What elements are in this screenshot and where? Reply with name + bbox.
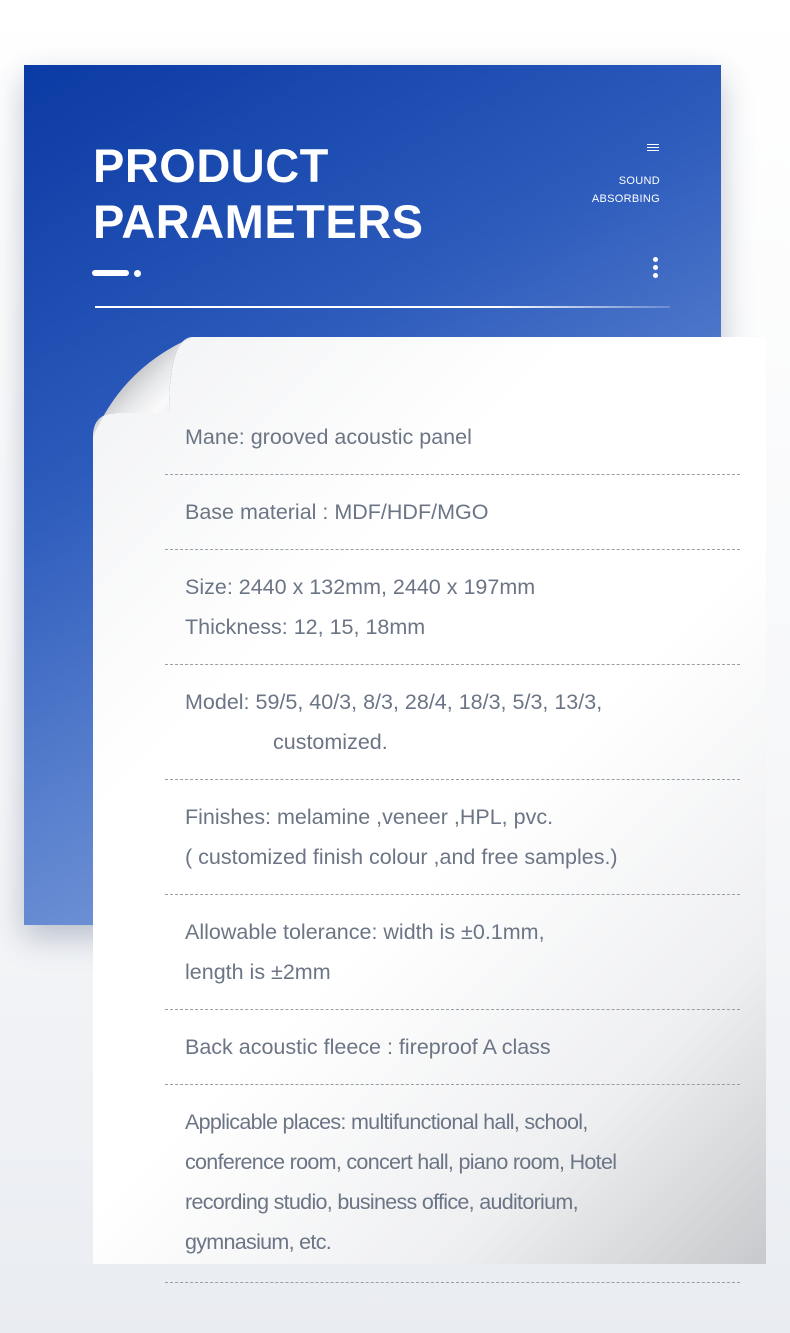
param-fleece bbox=[165, 1010, 740, 1085]
param-finishes-text-2: ( customized finish colour ,and free samples.) bbox=[185, 845, 618, 869]
param-places-text: Applicable places: multifunctional hall, school, bbox=[185, 1110, 588, 1134]
param-model-text: Model: 59/5, 40/3, 8/3, 28/4, 18/3, 5/3, 13/3, bbox=[185, 690, 603, 714]
param-finishes-text: Finishes: melamine ,veneer ,HPL, pvc. bbox=[185, 805, 554, 829]
param-thickness-text: Thickness: 12, 15, 18mm bbox=[185, 615, 426, 639]
param-model-text-2: customized. bbox=[273, 730, 388, 754]
decorative-pill bbox=[92, 270, 129, 276]
vertical-dots-icon bbox=[653, 257, 658, 281]
param-places-text-3: recording studio, business office, auditorium, bbox=[185, 1190, 578, 1214]
page-title-line-2: PARAMETERS bbox=[93, 195, 424, 248]
decorative-dot bbox=[134, 270, 141, 277]
page-title-line-1: PRODUCT bbox=[93, 139, 329, 192]
param-base-material-text: Base material : MDF/HDF/MGO bbox=[185, 500, 489, 524]
param-tolerance-text-2: length is ±2mm bbox=[185, 960, 331, 984]
header-divider bbox=[95, 306, 670, 308]
parameters-list bbox=[165, 400, 740, 1283]
param-base-material bbox=[165, 475, 740, 550]
param-tolerance bbox=[165, 895, 740, 1010]
param-name-text: Mane: grooved acoustic panel bbox=[185, 425, 472, 449]
param-places-text-4: gymnasium, etc. bbox=[185, 1230, 332, 1254]
hamburger-icon bbox=[647, 144, 659, 153]
param-model bbox=[165, 665, 740, 780]
param-size bbox=[165, 550, 740, 665]
sound-absorbing-label bbox=[592, 172, 660, 208]
sound-label-line-2: ABSORBING bbox=[591, 193, 660, 205]
param-size-text: Size: 2440 x 132mm, 2440 x 197mm bbox=[185, 575, 536, 599]
page-title bbox=[93, 138, 424, 250]
param-applicable-places bbox=[165, 1085, 740, 1283]
param-name bbox=[165, 400, 740, 475]
sound-label-line-1: SOUND bbox=[618, 175, 660, 187]
param-finishes bbox=[165, 780, 740, 895]
param-tolerance-text: Allowable tolerance: width is ±0.1mm, bbox=[185, 920, 545, 944]
param-fleece-text: Back acoustic fleece : fireproof A class bbox=[185, 1035, 551, 1059]
param-places-text-2: conference room, concert hall, piano room, Hotel bbox=[185, 1150, 617, 1174]
